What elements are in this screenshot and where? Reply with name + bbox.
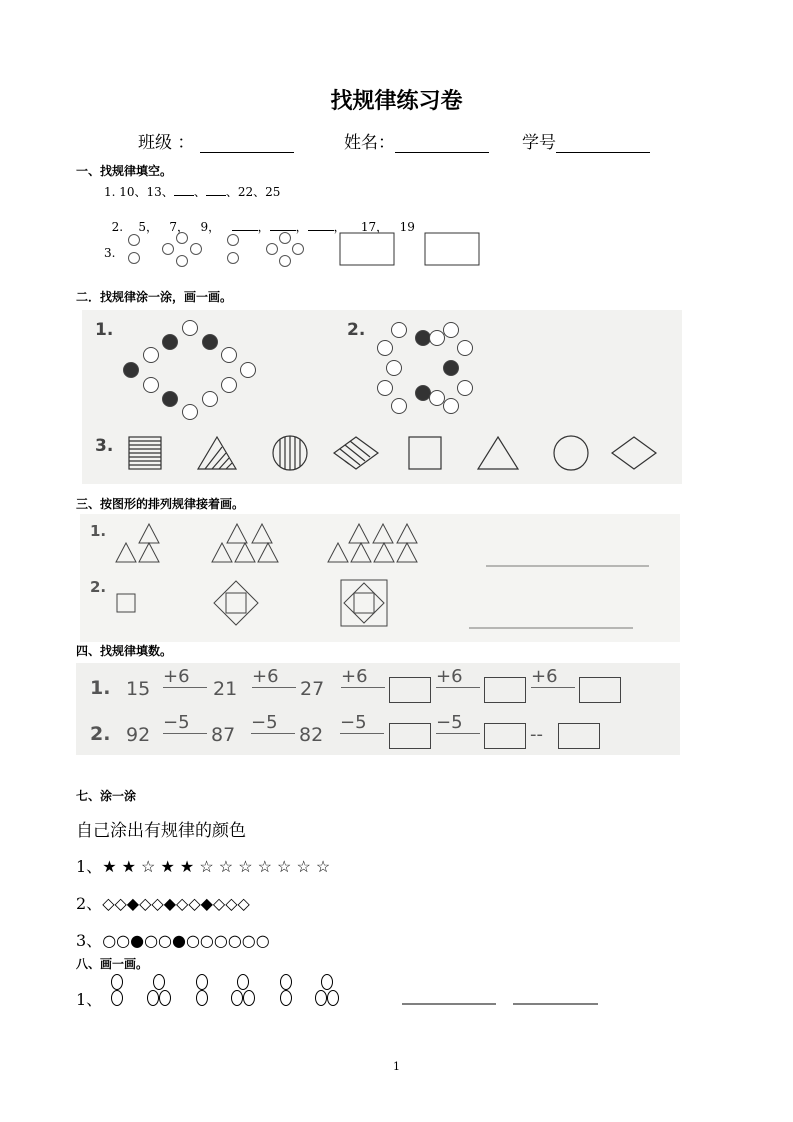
- s4-r1-op-1: +6: [163, 666, 207, 688]
- s4-r2-op-1: −5: [163, 712, 207, 734]
- s4-r1-start: 15: [126, 678, 151, 700]
- ellipse-group-2: [148, 975, 171, 1006]
- name-label: 姓名：: [344, 133, 395, 153]
- s1-q2-suffix: ， 17， 19: [333, 220, 415, 234]
- s4-r2-op-4: −5: [436, 712, 480, 734]
- section-8-heading: 八、画一画。: [76, 957, 149, 971]
- s3-label-1: 1.: [90, 522, 107, 540]
- s1-question-2: 2. 5， 7， 9， ， ， ， 17， 19: [111, 220, 415, 234]
- s4-r1-n2: 21: [213, 678, 238, 700]
- s4-r2-op-2: −5: [251, 712, 295, 734]
- s3-label-2: 2.: [90, 578, 107, 596]
- section-1-heading: 一、找规律填空。: [76, 164, 173, 178]
- s4-r2-dash: --: [530, 724, 543, 745]
- s1-q1-prefix: 1. 10、13、: [104, 185, 174, 199]
- s2-label-2: 2.: [347, 320, 366, 340]
- s7-r2-label: 2、: [76, 894, 103, 913]
- ellipse-group-4: [232, 975, 255, 1006]
- section-2-heading: 二．找规律涂一涂，画一画。: [76, 290, 233, 304]
- s4-r1-n3: 27: [300, 678, 325, 700]
- s4-r2-n3: 82: [299, 724, 324, 746]
- s4-r2-label: 2.: [90, 723, 111, 745]
- s4-r1-label: 1.: [90, 677, 111, 699]
- star-row-icon[interactable]: ★ ★ ☆ ★ ★ ☆ ☆ ☆ ☆ ☆ ☆ ☆: [102, 857, 331, 876]
- s1-q1-suffix: 、22、25: [225, 185, 281, 199]
- s7-instruction: 自己涂出有规律的颜色: [76, 821, 246, 841]
- ellipse-group-3: [197, 975, 208, 1006]
- s4-r1-op-5: +6: [531, 666, 575, 688]
- class-label: 班级 ：: [138, 133, 195, 153]
- page-title: 找规律练习卷: [330, 89, 463, 114]
- circle-row-icon[interactable]: ○○●○○●○○○○○○: [102, 931, 270, 950]
- s8-r1-label: 1、: [76, 990, 103, 1009]
- id-label: 学号: [522, 133, 556, 153]
- s4-r2-start: 92: [126, 724, 151, 746]
- ellipse-group-6: [316, 975, 339, 1006]
- s4-r2-op-3: −5: [340, 712, 384, 734]
- s7-r3-label: 3、: [76, 931, 103, 950]
- section-3-heading: 三、按图形的排列规律接着画。: [76, 497, 245, 511]
- diamond-row-icon[interactable]: ◇◇◆◇◇◆◇◇◆◇◇◇: [102, 894, 250, 913]
- section-7-heading: 七、涂一涂: [76, 789, 137, 803]
- s2-label-3: 3.: [95, 436, 114, 456]
- s1-q3-label: 3.: [104, 246, 116, 260]
- s1-q1-sep: 、: [193, 185, 206, 199]
- section-4-heading: 四、找规律填数。: [76, 644, 173, 658]
- s4-r1-op-2: +6: [252, 666, 296, 688]
- s4-r1-op-4: +6: [436, 666, 480, 688]
- ellipse-group-1: [112, 975, 123, 1006]
- s2-label-1: 1.: [95, 320, 114, 340]
- page-number: 1: [393, 1060, 400, 1073]
- ellipse-group-5: [281, 975, 292, 1006]
- s1-q2-prefix: 2. 5， 7， 9，: [111, 220, 221, 234]
- s4-r1-op-3: +6: [341, 666, 385, 688]
- s7-r1-label: 1、: [76, 857, 103, 876]
- s4-r2-n2: 87: [211, 724, 236, 746]
